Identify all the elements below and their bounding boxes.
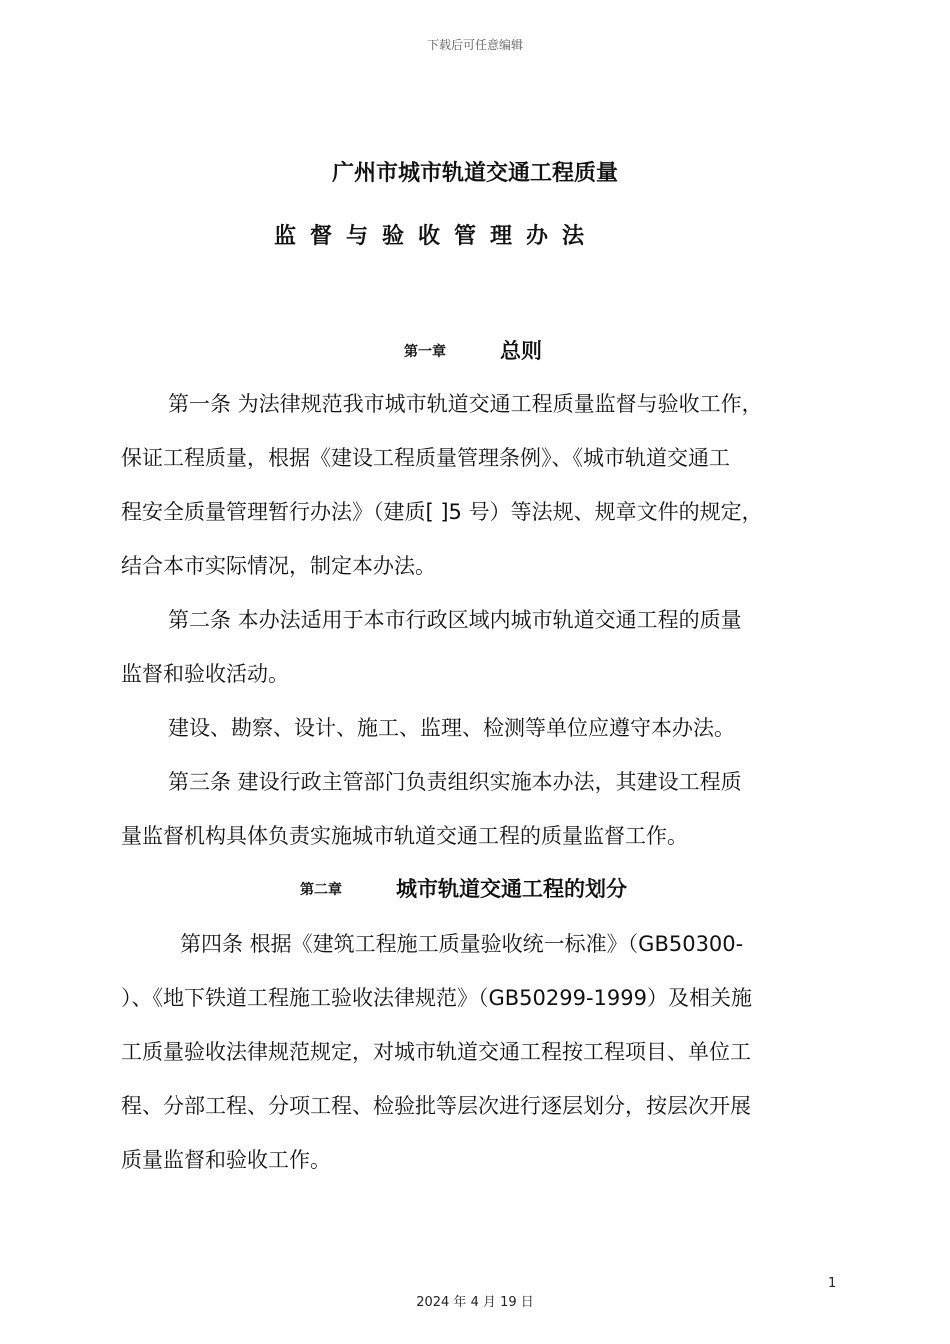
article3-line: 量监督机构具体负责实施城市轨道交通工程的质量监督工作。: [121, 824, 688, 848]
article1-line: 结合本市实际情况，制定本办法。: [121, 554, 436, 578]
page-header: 下载后可任意编辑: [426, 38, 523, 52]
article1-line: 程安全质量管理暂行办法》（建质[ ]5 号）等法规、规章文件的规定，: [121, 500, 763, 524]
chapter1-label: 第一章: [404, 344, 446, 360]
document-title-line2: 监督与验收管理办法: [274, 224, 599, 249]
article4-line: 程、分部工程、分项工程、检验批等层次进行逐层划分，按层次开展: [121, 1094, 751, 1118]
article1-line: 保证工程质量，根据《建设工程质量管理条例》、《城市轨道交通工: [121, 446, 730, 470]
article4-line: 工质量验收法律规范规定，对城市轨道交通工程按工程项目、单位工: [121, 1040, 751, 1064]
article1-line: 第一条 为法律规范我市城市轨道交通工程质量监督与验收工作，: [168, 392, 763, 416]
article4-line: ）、《地下铁道工程施工验收法律规范》（GB50299-1999）及相关施: [121, 986, 753, 1010]
footer-date: 2024 年 4 月 19 日: [416, 1295, 534, 1310]
page-number: 1: [828, 1276, 837, 1291]
article2-line: 监督和验收活动。: [121, 662, 289, 686]
article2-line: 建设、勘察、设计、施工、监理、检测等单位应遵守本办法。: [168, 716, 735, 740]
article4-line: 第四条 根据《建筑工程施工质量验收统一标准》（GB50300-: [180, 932, 744, 956]
chapter1-title: 总则: [500, 339, 542, 363]
document-title-line1: 广州市城市轨道交通工程质量: [331, 161, 618, 186]
article3-line: 第三条 建设行政主管部门负责组织实施本办法，其建设工程质: [168, 770, 742, 794]
chapter2-label: 第二章: [300, 882, 342, 898]
chapter2-title: 城市轨道交通工程的划分: [396, 877, 627, 901]
article4-line: 质量监督和验收工作。: [121, 1148, 331, 1172]
article2-line: 第二条 本办法适用于本市行政区域内城市轨道交通工程的质量: [168, 608, 742, 632]
